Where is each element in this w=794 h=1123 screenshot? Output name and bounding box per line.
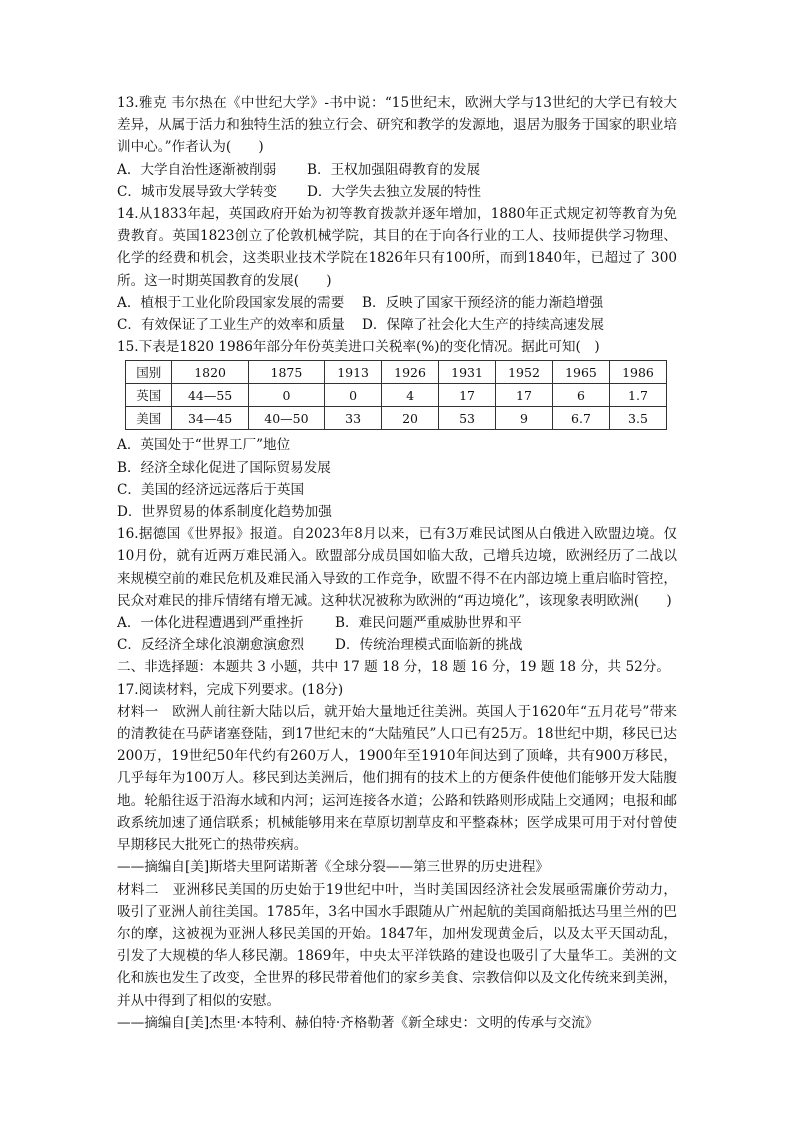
table-cell: 9 (496, 407, 553, 430)
question-14-options-row1 (117, 292, 677, 314)
table-cell: 33 (325, 407, 382, 430)
table-cell: 英国 (126, 384, 172, 407)
table-cell: 6.7 (552, 407, 609, 430)
question-15-stem: 15.下表是1820 1986年部分年份英美进口关税率(%)的变化情况。据此可知( ) (117, 339, 600, 356)
table-cell: 17 (439, 384, 496, 407)
q16-option-b[interactable]: B．难民问题严重威胁世界和平 (335, 615, 522, 632)
table-cell: 20 (382, 407, 439, 430)
question-16-options-row2 (117, 634, 677, 656)
table-cell: 3.5 (609, 407, 666, 430)
table-cell: 53 (439, 407, 496, 430)
q15-option-c[interactable]: C．美国的经济远远落后于英国 (117, 481, 305, 498)
table-header-cell: 1986 (609, 361, 666, 384)
material-2-source: ——摘编自[美]杰里·本特利、赫伯特·齐格勒著《新全球史：文明的传承与交流》 (117, 1014, 599, 1031)
table-cell: 4 (382, 384, 439, 407)
table-header-cell: 1820 (172, 361, 248, 384)
q15-option-d[interactable]: D．世界贸易的体系制度化趋势加强 (117, 504, 332, 521)
question-17-stem: 17.阅读材料，完成下列要求。(18分) (117, 681, 344, 698)
question-16-stem: 16.据德国《世界报》报道。自2023年8月以来，已有3万难民试图从白俄进入欧盟边境。仅10月份，就有近两万难民涌入。欧盟部分成员国如临大敌，己增兵边境，欧洲经历了二战以来规模空前的难民危机及难民涌入导致的工作竞争，欧盟不得不在内部边境上重启临时管控，民众对难民的排斥情绪有增无减。这种状况被称为欧洲的“再边境化”，该现象表明欧洲( ) (117, 526, 677, 609)
q16-option-d[interactable]: D．传统治理模式面临新的挑战 (335, 637, 523, 654)
q15-option-b[interactable]: B．经济全球化促进了国际贸易发展 (117, 459, 331, 476)
table-header-cell: 1913 (325, 361, 382, 384)
table-cell: 6 (552, 384, 609, 407)
table-cell: 34—45 (172, 407, 248, 430)
q16-option-a[interactable]: A．一体化进程遭遇到严重挫折 (117, 615, 304, 632)
q13-option-d[interactable]: D．大学失去独立发展的特性 (307, 183, 482, 200)
material-2: 材料二 亚洲移民美国的历史始于19世纪中叶，当时美国因经济社会发展亟需廉价劳动力，吸引了亚洲人前往美国。1785年，3名中国水手跟随从广州起航的美国商船抵达马里兰州的巴尔的摩，这被视为亚洲人移民美国的开始。1847年，加州发现黄金后，以及太平天国动乱，引发了大规模的华人移民潮。1869年，中央太平洋铁路的建设也吸引了大量华工。美洲的文化和族也发生了改变，全世界的移民带着他们的家乡美食、宗教信仰以及文化传统来到美洲，并从中得到了相似的安慰。 (117, 881, 677, 1009)
exam-page (117, 92, 677, 1034)
q14-option-a[interactable]: A．植根于工业化阶段国家发展的需要 (117, 294, 345, 311)
q13-option-b[interactable]: B．王权加强阻碍教育的发展 (307, 161, 481, 178)
q14-option-d[interactable]: D．保障了社会化大生产的持续高速发展 (362, 317, 604, 334)
material-1: 材料一 欧洲人前往新大陆以后，就开始大量地迁往美洲。英国人于1620年“五月花号”带来的清教徒在马萨诸塞登陆，到17世纪末的“大陆殖民”人口已有25万。18世纪中期，移民已达200万，19世纪50年代约有260万人，1900年至1910年间达到了顶峰，共有900万移民，几乎每年为100万人。移民到达美洲后，他们拥有的技术上的方便条件使他们能够开发大陆腹地。轮船往返于沿海水域和内河；运河连接各水道；公路和铁路则形成陆上交通网；电报和邮政系统加速了通信联系；机械能够用来在草原切割草皮和平整森林；医学成果可用于对付曾使早期移民大批死亡的热带疾病。 (117, 703, 677, 854)
table-header-cell: 1875 (248, 361, 324, 384)
table-header-cell: 1952 (496, 361, 553, 384)
question-14-options-row2 (117, 314, 677, 336)
material-1-source: ——摘编自[美]斯塔夫里阿诺斯著《全球分裂——第三世界的历史进程》 (117, 859, 550, 876)
question-13-stem: 13.雅克 韦尔热在《中世纪大学》-书中说：“15世纪末，欧洲大学与13世纪的大学已有较大差异，从属于活力和独特生活的独立行会、研究和教学的发源地，退居为服务于国家的职业培训中心。”作者认为( ) (117, 95, 677, 156)
question-14-stem: 14.从1833年起，英国政府开始为初等教育拨款并逐年增加，1880年正式规定初等教育为免费教育。英国1823创立了伦敦机械学院，其目的在于向各行业的工人、技师提供学习物理、化学的经费和机会，这类职业技术学院在1826年只有100所，而到1840年，已超过了 300所。这一时期英国教育的发展( ) (117, 206, 677, 289)
q14-option-b[interactable]: B．反映了国家干预经济的能力渐趋增强 (362, 294, 604, 311)
table-cell: 1.7 (609, 384, 666, 407)
table-header-cell: 1926 (382, 361, 439, 384)
section-2-heading: 二、非选择题：本题共 3 小题，共中 17 题 18 分，18 题 16 分，19 题 18 分，共 52分。 (117, 659, 670, 676)
table-header-row (126, 361, 667, 384)
question-13-options-row2 (117, 181, 677, 203)
table-header-cell: 1965 (552, 361, 609, 384)
table-cell: 美国 (126, 407, 172, 430)
tariff-table (125, 360, 667, 430)
table-row (126, 384, 667, 407)
q13-option-c[interactable]: C．城市发展导致大学转变 (117, 183, 277, 200)
q16-option-c[interactable]: C．反经济全球化浪潮愈演愈烈 (117, 637, 305, 654)
table-header-cell: 国别 (126, 361, 172, 384)
table-cell: 44—55 (172, 384, 248, 407)
table-cell: 0 (248, 384, 324, 407)
q15-option-a[interactable]: A．英国处于“世界工厂”地位 (117, 437, 291, 454)
question-16-options-row1 (117, 612, 677, 634)
q14-option-c[interactable]: C．有效保证了工业生产的效率和质量 (117, 317, 345, 334)
table-cell: 0 (325, 384, 382, 407)
question-13-options-row1 (117, 159, 677, 181)
q13-option-a[interactable]: A．大学自治性逐渐被削弱 (117, 161, 277, 178)
table-cell: 17 (496, 384, 553, 407)
table-cell: 40—50 (248, 407, 324, 430)
table-header-cell: 1931 (439, 361, 496, 384)
table-row (126, 407, 667, 430)
